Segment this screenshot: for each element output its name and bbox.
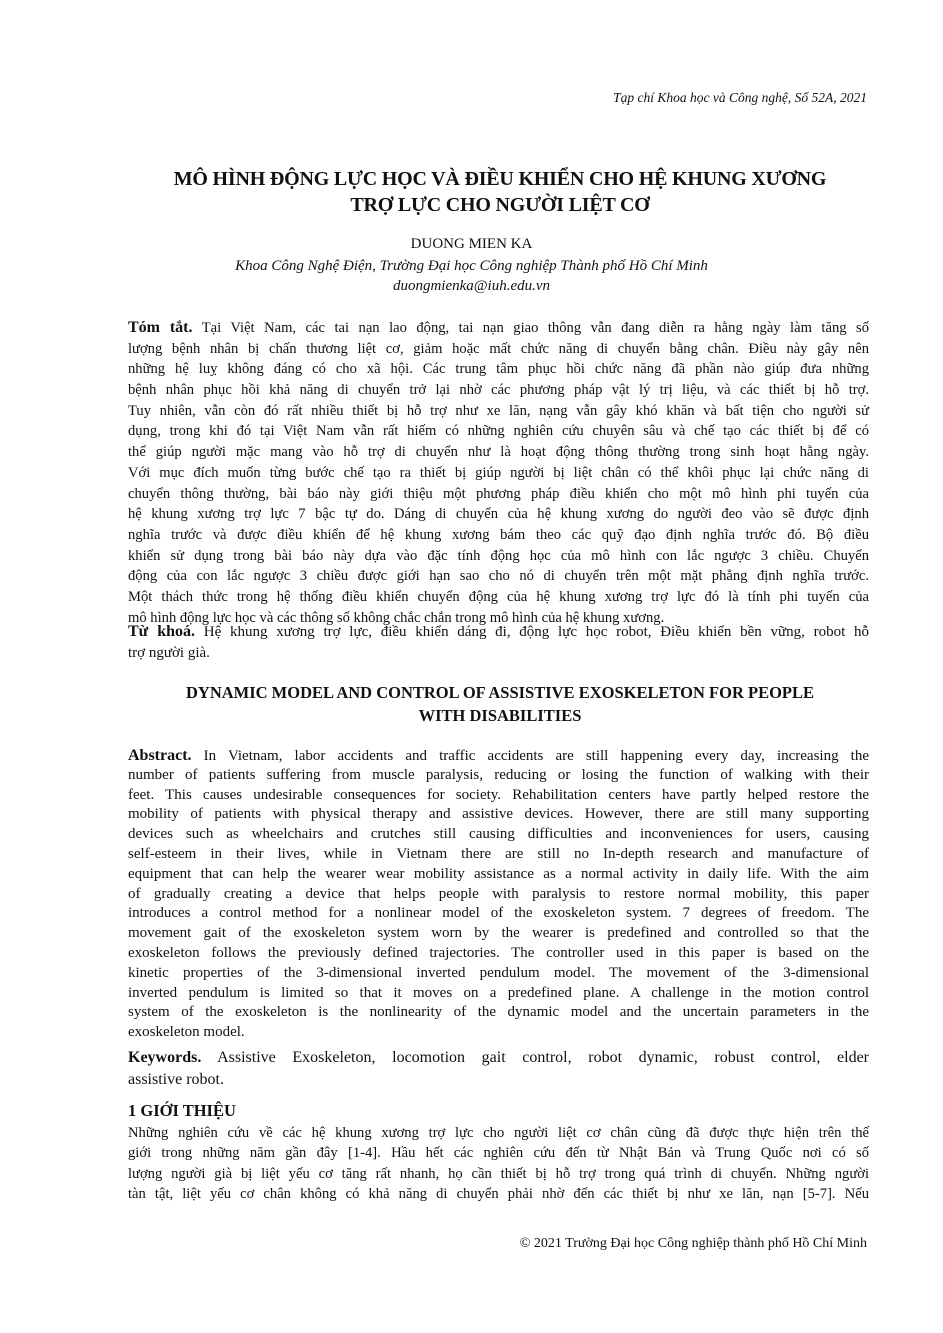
keywords-line: Từ khoá. Hệ khung xương trợ lực, điều khiển dáng đi, động lực học robot, Điều khiển bền vững, robot hỗ bbox=[128, 623, 869, 640]
abstract-line: devices such as wheelchairs and crutches still causing difficulties and inconveniences for users, causing bbox=[128, 826, 869, 843]
abstract-line: equipment that can help the wearer wear mobility assistance as a normal activity in daily life. With the aim bbox=[128, 865, 869, 882]
author-email: duongmienka@iuh.edu.vn bbox=[392, 278, 551, 294]
abstract-line: Với mục đích muốn từng bước chế tạo ra thiết bị giúp người bị liệt chân có thể khôi phục lại chức năng di bbox=[128, 464, 869, 481]
abstract-line: lượng bệnh nhân bị chấn thương liệt cơ, giảm hoặc mất chức năng di chuyển bằng chân. Điều này gây nên bbox=[128, 340, 869, 357]
paper-title-en bbox=[110, 681, 890, 727]
abstract-line: mobility of patients with physical therapy and assistive devices. However, there are still many supporting bbox=[128, 806, 869, 823]
author-affiliation: Khoa Công Nghệ Điện, Trường Đại học Công nghiệp Thành phố Hồ Chí Minh bbox=[235, 258, 708, 274]
section-heading: 1 GIỚI THIỆU bbox=[128, 1101, 236, 1120]
abstract-line: inverted pendulum is limited so that it moves on a predefined plane. A challenge in the motion control bbox=[128, 984, 869, 1001]
keywords-line: trợ người già. bbox=[128, 644, 210, 661]
abstract-line: những hệ luỵ không đáng có cho xã hội. Các trung tâm phục hồi chức năng đã phần nào giúp đưa những bbox=[128, 361, 869, 378]
abstract-line: thể giúp người mặc mang vào hỗ trợ di chuyển như là hoạt động thông thường trong sinh hoạt hằng ngày. bbox=[128, 444, 869, 461]
abstract-line: of gradually creating a device that helps people with paralysis to restore normal mobility, this paper bbox=[128, 885, 869, 902]
abstract-line: nghĩa trước và được điều khiển để hệ khung xương bám theo các quỹ đạo định nghĩa trước đó. Bộ điều bbox=[128, 526, 869, 543]
en-keywords bbox=[128, 1047, 869, 1091]
abstract-line: dụng, trong khi đó tại Việt Nam vẫn rất hiếm có những nghiên cứu chuyên sâu và chế tạo các thiết bị để có bbox=[128, 423, 869, 440]
abstract-line: chuyển thông thường, bài báo này giới thiệu một phương pháp điều khiển cho một mô hình phi tuyến của bbox=[128, 485, 869, 502]
abstract-line: động của con lắc ngược 3 chiều được giới hạn sao cho nó di chuyển trên một mặt phẳng định nghĩa trước. bbox=[128, 568, 869, 585]
keywords-line: Keywords. Assistive Exoskeleton, locomotion gait control, robot dynamic, robust control, elder bbox=[128, 1049, 869, 1066]
vn-abstract-label: Tóm tắt. bbox=[128, 319, 193, 336]
abstract-line: kinetic properties of the 3-dimensional inverted pendulum model. The movement of the 3-dimensional bbox=[128, 964, 869, 981]
paper-title-vn bbox=[110, 166, 890, 218]
abstract-line: bệnh nhân phục hồi khả năng di chuyển trở lại nhờ các phương pháp vật lý trị liệu, và các thiết bị hỗ trợ. bbox=[128, 382, 869, 399]
copyright-footer: © 2021 Trường Đại học Công nghiệp thành phố Hồ Chí Minh bbox=[519, 1236, 867, 1251]
abstract-line: Abstract. In Vietnam, labor accidents and traffic accidents are still happening every day, increasing the bbox=[128, 747, 869, 764]
abstract-line: Một thách thức trong hệ thống điều khiển chuyển động của hệ khung xương trợ lực đó là tính phi tuyến của bbox=[128, 588, 869, 605]
abstract-line: mô hình động lực học và các thông số không chắc chắn trong mô hình của hệ khung xương. bbox=[128, 609, 665, 626]
abstract-line: self-esteem in their lives, while in Vietnam there are still no In-depth research and manufacture of bbox=[128, 845, 869, 862]
abstract-line: Tóm tắt. Tại Việt Nam, các tai nạn lao động, tai nạn giao thông vẫn đang diễn ra hằng ngày làm tăng số bbox=[128, 319, 869, 336]
abstract-line: khiển sử dụng trong bài báo này dựa vào đặc tính động học của mô hình con lắc ngược 3 chiều. Chuyển bbox=[128, 547, 869, 564]
abstract-line: movement gait of the exoskeleton system worn by the wearer is predefined and controlled so that the bbox=[128, 925, 869, 942]
abstract-line: exoskeleton follows the previously defined trajectories. The controller used in this paper is based on the bbox=[128, 944, 869, 961]
body-line: giới trong những năm gần đây [1-4]. Hầu hết các nghiên cứu đến từ Nhật Bản và Trung Quốc nơi có số bbox=[128, 1145, 869, 1162]
abstract-line: exoskeleton model. bbox=[128, 1024, 245, 1041]
abstract-line: number of patients suffering from muscle paralysis, reducing or losing the function of walking with their bbox=[128, 766, 869, 783]
title-line: TRỢ LỰC CHO NGƯỜI LIỆT CƠ bbox=[350, 194, 650, 216]
title-line: WITH DISABILITIES bbox=[418, 706, 582, 725]
abstract-line: Tuy nhiên, vẫn còn đó rất nhiều thiết bị hỗ trợ như xe lăn, nạng vẫn gây khó khăn và bất tiện cho người sử bbox=[128, 402, 869, 419]
body-line: lượng người già bị liệt yếu cơ tăng rất nhanh, họ cần thiết bị hỗ trợ trong quá trình di chuyển. Những người bbox=[128, 1165, 869, 1182]
vn-keywords-label: Từ khoá. bbox=[128, 623, 196, 640]
keywords-line: assistive robot. bbox=[128, 1071, 224, 1088]
en-keywords-label: Keywords. bbox=[128, 1049, 202, 1066]
body-line: Những nghiên cứu về các hệ khung xương trợ lực cho người liệt cơ chân cũng đã được thực hiện trên thế bbox=[128, 1125, 869, 1141]
en-abstract bbox=[128, 746, 869, 1043]
vn-abstract bbox=[128, 318, 869, 628]
en-abstract-label: Abstract. bbox=[128, 747, 192, 764]
abstract-line: introduces a control method for a nonlinear model of the exoskeleton system. 7 degrees of freedom. The bbox=[128, 905, 869, 922]
title-line: MÔ HÌNH ĐỘNG LỰC HỌC VÀ ĐIỀU KHIỂN CHO HỆ KHUNG XƯƠNG bbox=[173, 168, 827, 190]
abstract-line: system of the exoskeleton is the nonlinearity of the dynamic model and the uncertain parameters in the bbox=[128, 1004, 869, 1021]
vn-keywords bbox=[128, 622, 869, 663]
author-name: DUONG MIEN KA bbox=[410, 236, 533, 252]
journal-header: Tạp chí Khoa học và Công nghệ, Số 52A, 2021 bbox=[613, 90, 867, 105]
abstract-line: hệ khung xương trợ lực 7 bậc tự do. Dáng di chuyển của hệ khung xương do người đeo vào sẽ được định bbox=[128, 506, 869, 523]
title-line: DYNAMIC MODEL AND CONTROL OF ASSISTIVE EXOSKELETON FOR PEOPLE bbox=[185, 683, 815, 702]
body-line: tàn tật, liệt yếu cơ chân không có khả năng di chuyển phải nhờ đến các thiết bị như xe lăn, nạn [5-7]. Nếu bbox=[128, 1185, 869, 1202]
section-body bbox=[128, 1123, 869, 1204]
abstract-line: feet. This causes undesirable consequences for society. Rehabilitation centers have partly helped restore the bbox=[128, 786, 869, 803]
